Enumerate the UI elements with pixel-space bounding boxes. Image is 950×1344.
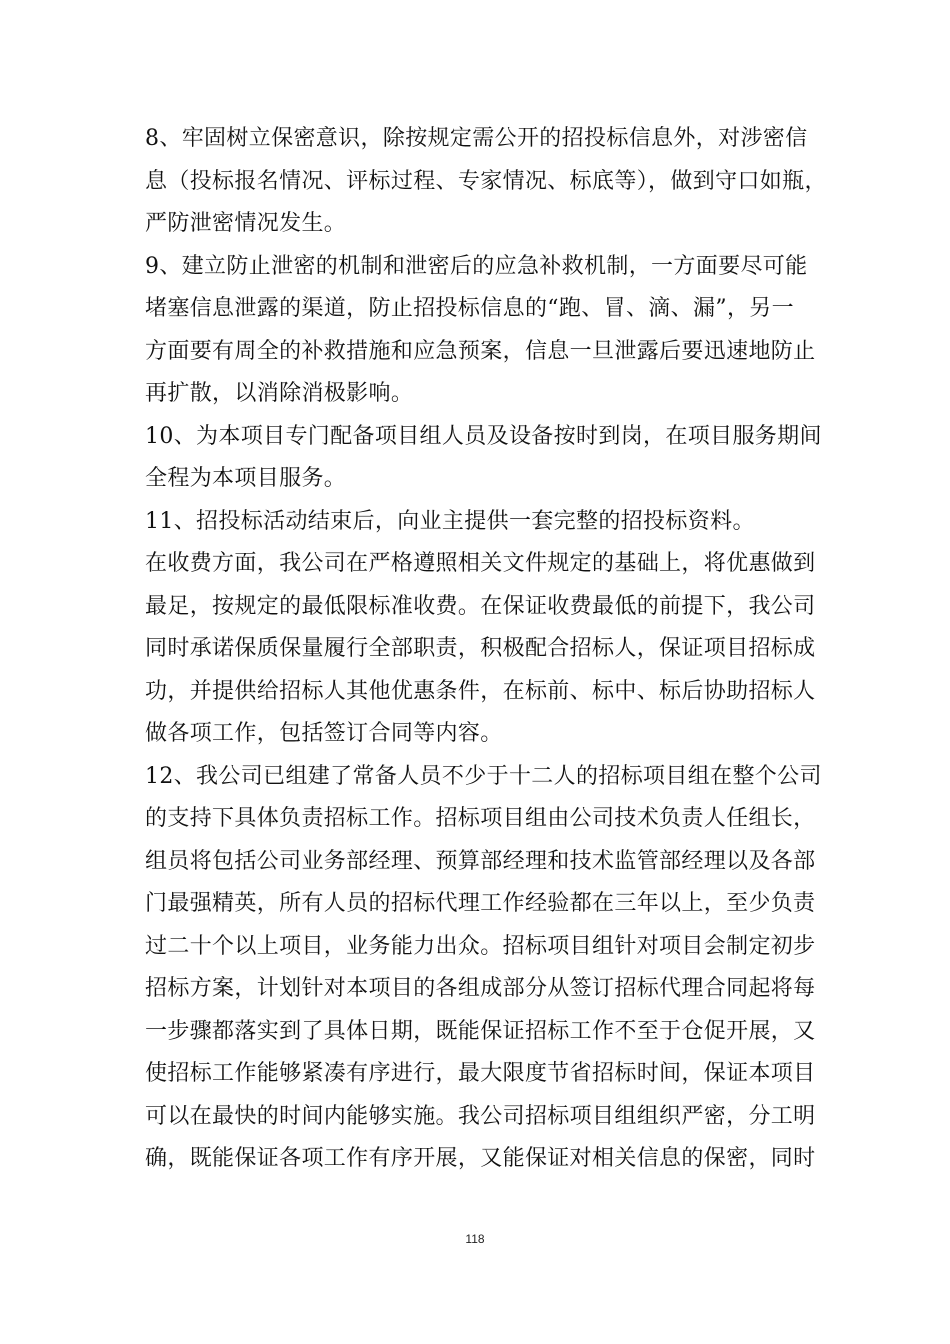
paragraph	[145, 118, 827, 246]
text-line: 10、为本项目专门配备项目组人员及设备按时到岗，在项目服务期间	[145, 423, 822, 449]
document-body	[145, 118, 827, 1181]
page-number: 118	[465, 1232, 485, 1246]
text-line: 做各项工作，包括签订合同等内容。	[145, 721, 503, 746]
text-line: 在收费方面，我公司在严格遵照相关文件规定的基础上，将优惠做到	[145, 551, 816, 576]
text-line: 一步骤都落实到了具体日期，既能保证招标工作不至于仓促开展，又	[145, 1018, 816, 1044]
text-line: 12、我公司已组建了常备人员不少于十二人的招标项目组在整个公司	[145, 763, 822, 789]
text-line: 功，并提供给招标人其他优惠条件，在标前、标中、标后协助招标人	[145, 678, 816, 704]
text-line: 同时承诺保质保量履行全部职责，积极配合招标人，保证项目招标成	[145, 636, 816, 661]
text-line: 确，既能保证各项工作有序开展，又能保证对相关信息的保密，同时	[145, 1146, 816, 1171]
text-line: 使招标工作能够紧凑有序进行，最大限度节省招标时间，保证本项目	[145, 1061, 816, 1086]
paragraph	[145, 543, 816, 756]
text-line: 息（投标报名情况、评标过程、专家情况、标底等），做到守口如瓶，	[145, 168, 827, 194]
text-line: 过二十个以上项目，业务能力出众。招标项目组针对项目会制定初步	[145, 933, 816, 959]
text-line: 可以在最快的时间内能够实施。我公司招标项目组组织严密，分工明	[145, 1103, 816, 1129]
text-line: 11、招投标活动结束后，向业主提供一套完整的招投标资料。	[145, 508, 755, 534]
text-line: 8、牢固树立保密意识，除按规定需公开的招投标信息外，对涉密信	[145, 126, 808, 151]
text-line: 再扩散，以消除消极影响。	[145, 381, 414, 406]
text-line: 方面要有周全的补救措施和应急预案，信息一旦泄露后要迅速地防止	[145, 338, 816, 364]
text-line: 堵塞信息泄露的渠道，防止招投标信息的“跑、冒、滴、漏”，另一	[145, 296, 794, 321]
paragraph	[145, 756, 822, 1181]
paragraph	[145, 246, 816, 416]
text-line: 门最强精英，所有人员的招标代理工作经验都在三年以上，至少负责	[145, 891, 816, 916]
text-line: 组员将包括公司业务部经理、预算部经理和技术监管部经理以及各部	[145, 848, 816, 874]
text-line: 招标方案，计划针对本项目的各组成部分从签订招标代理合同起将每	[145, 976, 816, 1001]
paragraph	[145, 501, 807, 544]
text-line: 9、建立防止泄密的机制和泄密后的应急补救机制，一方面要尽可能	[145, 253, 808, 279]
text-line: 严防泄密情况发生。	[145, 211, 347, 236]
text-line: 全程为本项目服务。	[145, 466, 347, 491]
text-line: 最足，按规定的最低限标准收费。在保证收费最低的前提下，我公司	[145, 593, 816, 619]
paragraph	[145, 416, 822, 501]
text-line: 的支持下具体负责招标工作。招标项目组由公司技术负责人任组长，	[145, 806, 816, 831]
